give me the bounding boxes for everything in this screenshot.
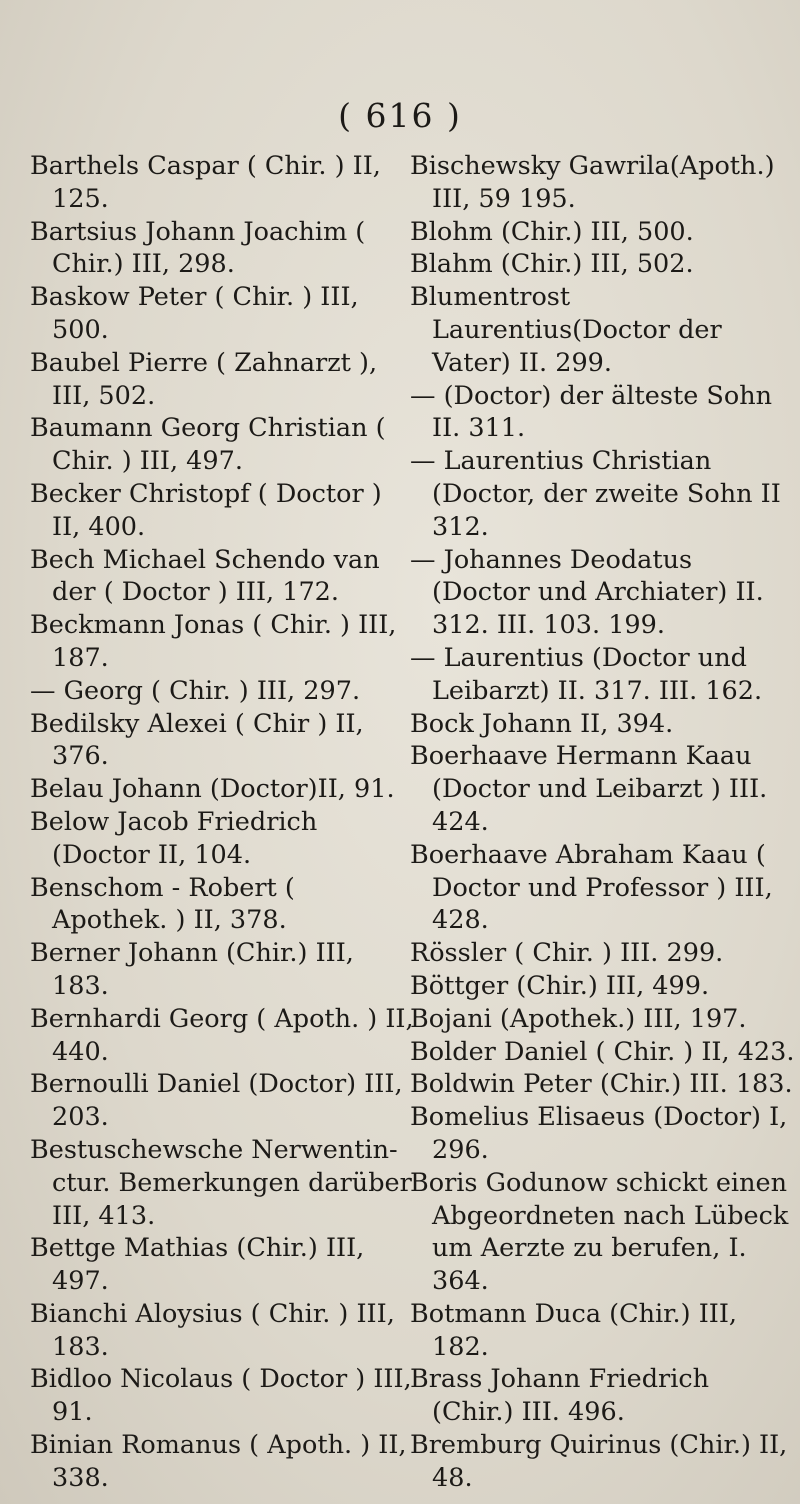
index-entry: Bock Johann II, 394.	[410, 708, 674, 739]
index-entry: Bech Michael Schendo van der ( Doctor ) III, 172.	[30, 544, 380, 608]
index-entry: Baubel Pierre ( Zahnarzt ), III, 502.	[30, 347, 378, 411]
index-entry: Brass Johann Friedrich (Chir.) III. 496.	[410, 1364, 710, 1428]
index-entry: Boerhaave Hermann Kaau (Doctor und Leibarzt ) III. 424.	[410, 741, 768, 837]
index-entry: Bischewsky Gawrila(Apoth.) III, 59 195.	[410, 151, 775, 214]
index-entry: Botmann Duca (Chir.) III, 182.	[410, 1298, 738, 1362]
index-entry: Bianchi Aloysius ( Chir. ) III, 183.	[30, 1298, 395, 1362]
index-entry: Bolder Daniel ( Chir. ) II, 423.	[410, 1036, 795, 1067]
index-entry: Blumentrost Laurentius(Doctor der Vater) II. 299.	[410, 282, 722, 378]
index-entry: Bestuschewsche Nerwentin-ctur. Bemerkungen darüber III, 413.	[30, 1134, 412, 1231]
index-entry: — Johannes Deodatus (Doctor und Archiater) II. 312. III. 103. 199.	[410, 544, 764, 641]
index-entry: Beckmann Jonas ( Chir. ) III, 187.	[30, 610, 397, 673]
index-entry: Blahm (Chir.) III, 502.	[410, 249, 694, 280]
index-entry: Bojani (Apothek.) III, 197.	[410, 1003, 747, 1034]
page-number: ( 616 )	[338, 96, 462, 135]
index-entry: Baskow Peter ( Chir. ) III, 500.	[30, 282, 359, 345]
index-entry: Benschom - Robert ( Apothek. ) II, 378.	[30, 872, 295, 936]
index-entry: Berner Johann (Chir.) III, 183.	[30, 938, 354, 1001]
index-entry: Boris Godunow schickt einen Abgeordneten nach Lübeck um Aerzte zu berufen, I. 364.	[410, 1167, 789, 1297]
left-column	[30, 150, 415, 1495]
index-entry: Bomelius Elisaeus (Doctor) I, 296.	[410, 1102, 788, 1165]
index-entry: Bettge Mathias (Chir.) III, 497.	[30, 1233, 365, 1297]
index-entry: Barthels Caspar ( Chir. ) II, 125.	[30, 151, 381, 214]
index-entry: Bremburg Quirinus (Chir.) II, 48.	[410, 1430, 788, 1493]
index-entry: Bernhardi Georg ( Apoth. ) II, 440.	[30, 1003, 414, 1067]
index-entry: Bidloo Nicolaus ( Doctor ) III, 91.	[30, 1364, 412, 1428]
index-entry: — (Doctor) der älteste Sohn II. 311.	[410, 380, 773, 444]
index-entry: Becker Christopf ( Doctor ) II, 400.	[30, 478, 382, 542]
index-entry: — Laurentius (Doctor und Leibarzt) II. 317. III. 162.	[410, 642, 763, 706]
index-entry: Binian Romanus ( Apoth. ) II, 338.	[30, 1430, 407, 1493]
index-entry: — Georg ( Chir. ) III, 297.	[30, 675, 361, 706]
index-entry: Böttger (Chir.) III, 499.	[410, 970, 710, 1001]
index-entry: Bartsius Johann Joachim ( Chir.) III, 298.	[30, 216, 366, 280]
right-column	[410, 150, 795, 1495]
index-entry: Bedilsky Alexei ( Chir ) II, 376.	[30, 708, 364, 772]
index-entry: Rössler ( Chir. ) III. 299.	[410, 938, 724, 969]
index-entry: Belau Johann (Doctor)II, 91.	[30, 774, 395, 805]
index-entry: Bernoulli Daniel (Doctor) III, 203.	[30, 1069, 403, 1133]
index-entry: Below Jacob Friedrich (Doctor II, 104.	[30, 806, 318, 870]
index-entry: Baumann Georg Christian ( Chir. ) III, 497.	[30, 413, 386, 477]
index-entry: Blohm (Chir.) III, 500.	[410, 216, 694, 247]
index-entry: — Laurentius Christian (Doctor, der zweite Sohn II 312.	[410, 446, 781, 542]
index-entry: Boerhaave Abraham Kaau ( Doctor und Professor ) III, 428.	[410, 839, 773, 936]
index-entry: Boldwin Peter (Chir.) III. 183.	[410, 1069, 793, 1100]
